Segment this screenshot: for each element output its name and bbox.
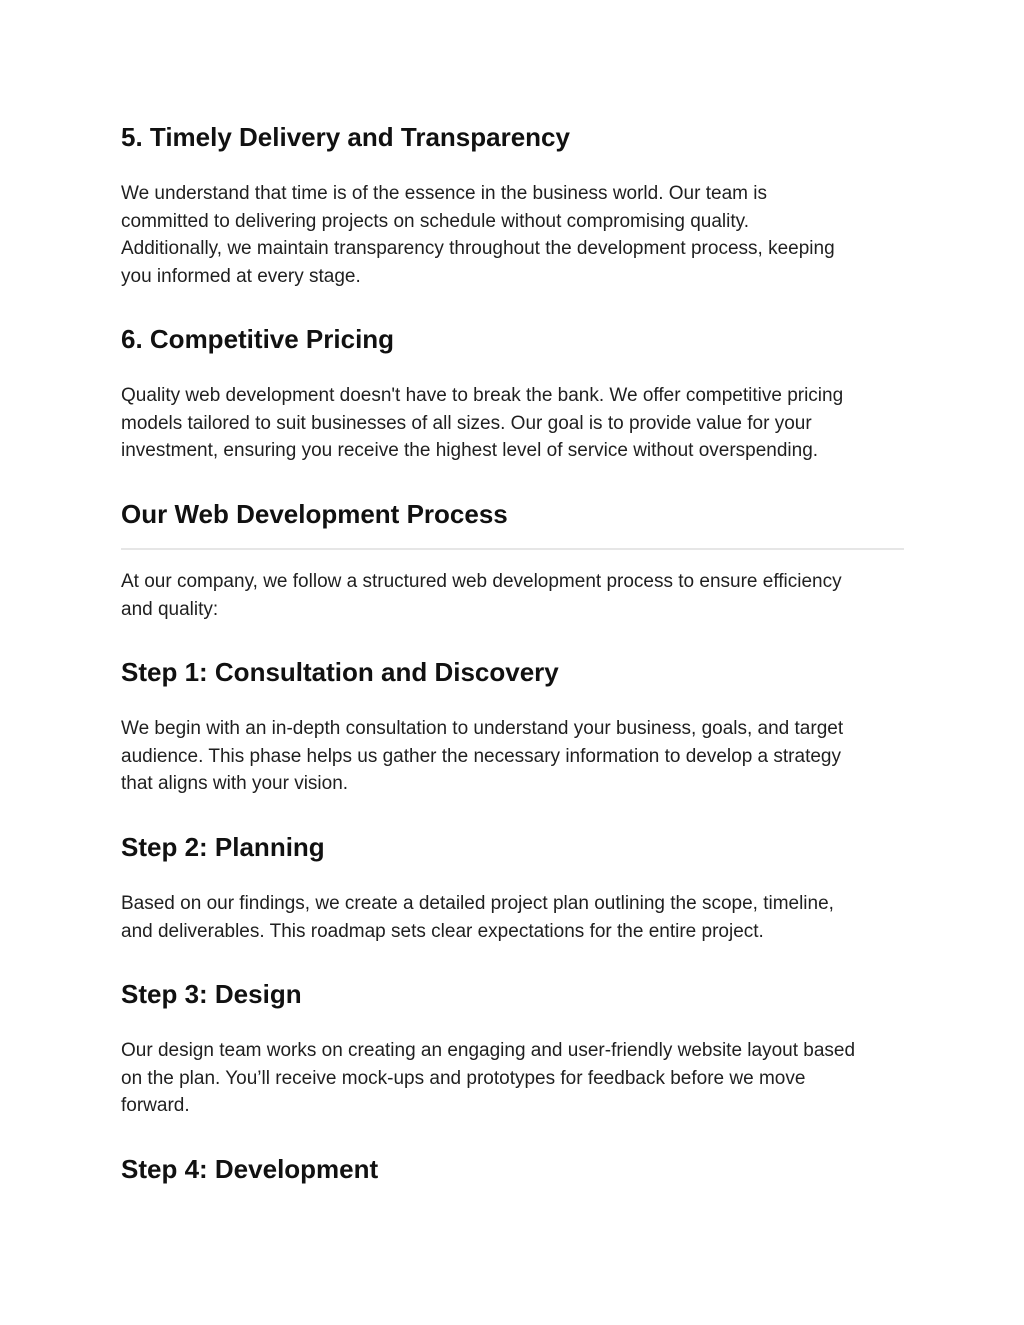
heading-timely-delivery: 5. Timely Delivery and Transparency [121, 122, 570, 152]
text-line: and deliverables. This roadmap sets clear expectations for the entire project. [121, 920, 764, 942]
heading-step-2: Step 2: Planning [121, 832, 325, 862]
paragraph-step-3 [121, 1037, 904, 1120]
heading-step-4: Step 4: Development [121, 1154, 379, 1184]
text-line: audience. This phase helps us gather the necessary information to develop a strategy [121, 745, 841, 767]
text-line: that aligns with your vision. [121, 773, 349, 795]
text-line: you informed at every stage. [121, 266, 361, 288]
text-line: At our company, we follow a structured web development process to ensure efficiency [121, 571, 842, 592]
paragraph-process-intro [121, 568, 904, 623]
text-line: We understand that time is of the essence in the business world. Our team is [121, 183, 767, 204]
heading-step-1: Step 1: Consultation and Discovery [121, 657, 559, 687]
paragraph-step-1 [121, 715, 904, 798]
text-line: forward. [121, 1095, 190, 1117]
section-divider [121, 548, 904, 550]
text-line: We begin with an in-depth consultation to understand your business, goals, and target [121, 718, 844, 739]
paragraph-step-2 [121, 890, 904, 945]
text-line: committed to delivering projects on schedule without compromising quality. [121, 210, 750, 232]
paragraph-competitive-pricing [121, 382, 904, 465]
text-line: Quality web development doesn't have to break the bank. We offer competitive pricing [121, 385, 844, 406]
text-line: models tailored to suit businesses of all sizes. Our goal is to provide value for your [121, 412, 812, 434]
text-line: Additionally, we maintain transparency throughout the development process, keeping [121, 238, 835, 260]
text-line: and quality: [121, 598, 219, 620]
heading-step-3: Step 3: Design [121, 979, 302, 1009]
text-line: Our design team works on creating an engaging and user-friendly website layout based [121, 1040, 856, 1061]
paragraph-timely-delivery [121, 180, 904, 291]
heading-competitive-pricing: 6. Competitive Pricing [121, 324, 395, 354]
text-line: Based on our findings, we create a detailed project plan outlining the scope, timeline, [121, 893, 834, 914]
text-line: investment, ensuring you receive the highest level of service without overspending. [121, 440, 819, 462]
heading-web-development-process: Our Web Development Process [121, 499, 508, 529]
text-line: on the plan. You’ll receive mock-ups and prototypes for feedback before we move [121, 1067, 806, 1089]
